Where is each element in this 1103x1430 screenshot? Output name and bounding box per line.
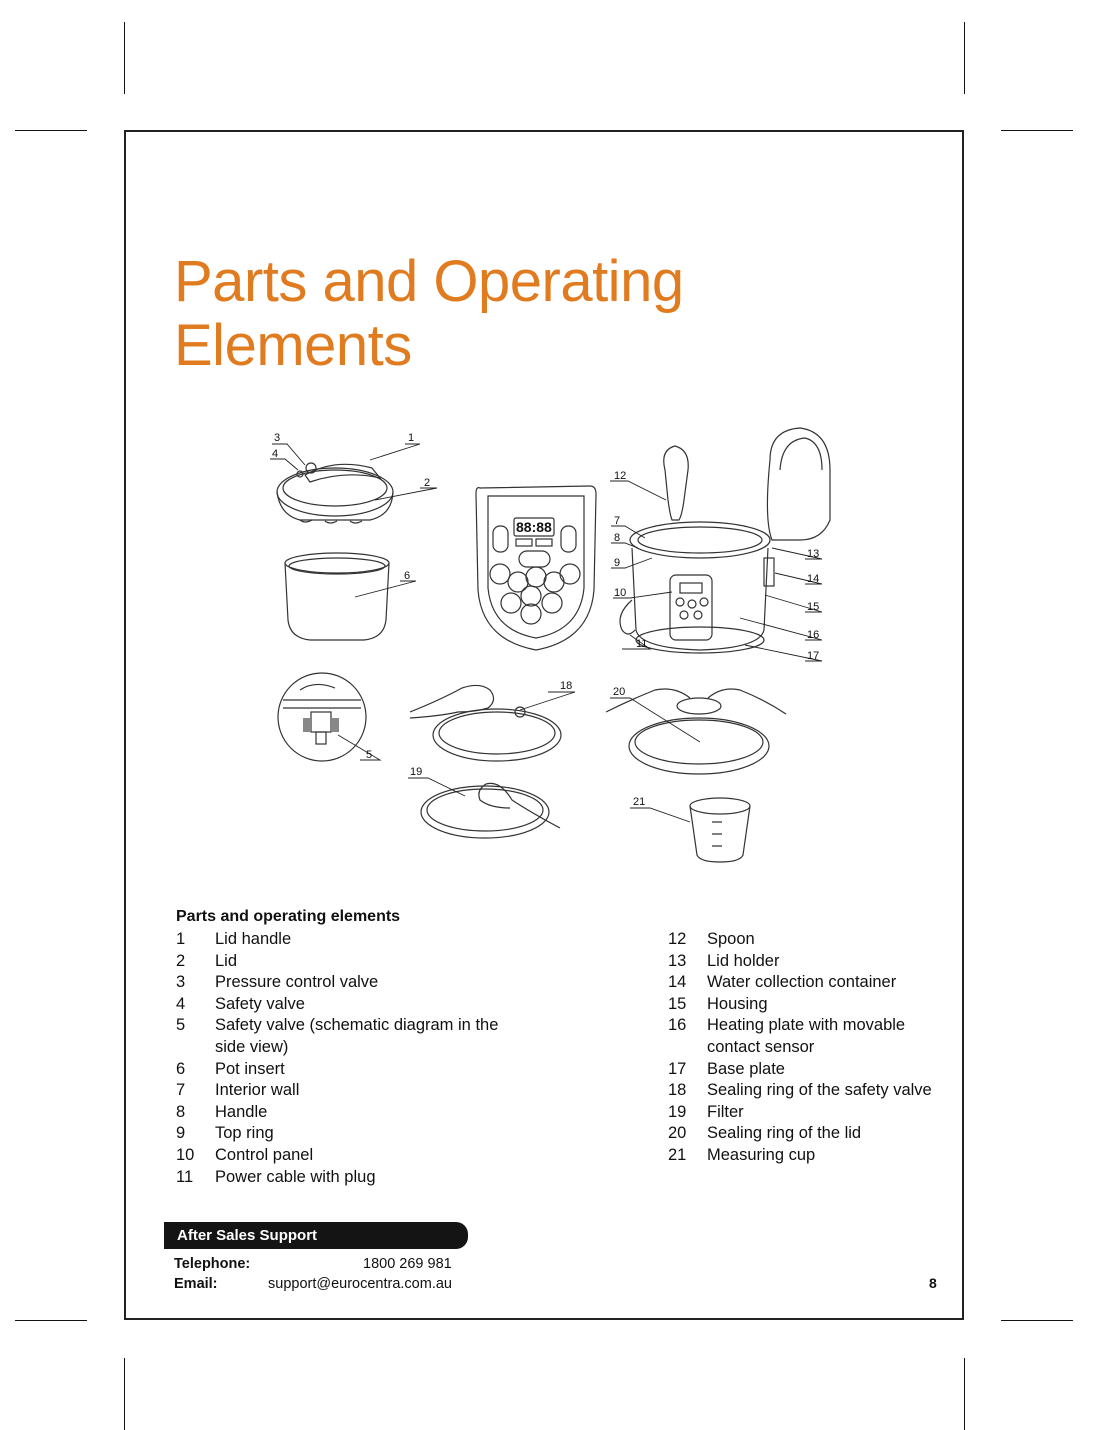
callout-7: 7 <box>614 515 621 527</box>
item-label: Control panel <box>215 1145 314 1164</box>
list-item <box>176 1145 536 1167</box>
list-item <box>668 1123 968 1145</box>
item-label: Safety valve <box>215 994 305 1013</box>
crop-mark <box>1001 1320 1073 1321</box>
item-label: Pot insert <box>215 1059 285 1078</box>
crop-mark <box>964 1358 965 1430</box>
item-number: 15 <box>668 994 687 1013</box>
item-label: Lid holder <box>707 951 780 970</box>
callout-18: 18 <box>560 680 573 692</box>
item-number: 8 <box>176 1102 186 1121</box>
item-number: 17 <box>668 1059 687 1078</box>
list-item <box>176 1015 536 1058</box>
item-label: Filter <box>707 1102 744 1121</box>
list-item <box>668 929 968 951</box>
list-item <box>176 1059 536 1081</box>
item-label: Top ring <box>215 1124 274 1143</box>
list-item <box>668 951 968 973</box>
callout-6: 6 <box>404 570 411 582</box>
crop-mark <box>964 22 965 94</box>
item-number: 12 <box>668 930 687 948</box>
item-number: 18 <box>668 1081 687 1100</box>
list-item <box>668 1059 968 1081</box>
crop-mark <box>1001 130 1073 131</box>
item-label: Measuring cup <box>707 1145 816 1164</box>
item-number: 16 <box>668 1016 687 1035</box>
item-number: 10 <box>176 1145 195 1164</box>
telephone-label: Telephone: <box>174 1256 251 1272</box>
parts-list-left <box>176 929 536 1188</box>
list-item <box>668 1080 968 1102</box>
item-label: Lid <box>215 951 238 970</box>
telephone-value: 1800 269 981 <box>363 1256 452 1272</box>
item-number: 7 <box>176 1081 186 1100</box>
list-item <box>176 951 536 973</box>
callout-2: 2 <box>424 477 431 489</box>
callout-3: 3 <box>274 432 281 444</box>
callout-11: 11 <box>636 638 648 650</box>
item-label: Handle <box>215 1102 268 1121</box>
item-label: Interior wall <box>215 1081 300 1100</box>
item-number: 20 <box>668 1124 687 1143</box>
page-title-line-2: Elements <box>174 313 412 378</box>
item-number: 11 <box>176 1167 194 1186</box>
callout-17: 17 <box>807 650 820 662</box>
crop-mark <box>124 1358 125 1430</box>
item-label: Housing <box>707 994 768 1013</box>
crop-mark <box>15 130 87 131</box>
list-item <box>668 994 968 1016</box>
item-number: 19 <box>668 1102 687 1121</box>
list-item <box>176 1080 536 1102</box>
parts-list-right <box>668 929 968 1167</box>
callout-1: 1 <box>408 432 415 444</box>
item-number: 3 <box>176 973 186 992</box>
email-value: support@eurocentra.com.au <box>268 1276 452 1292</box>
callout-13: 13 <box>807 548 820 560</box>
item-number: 5 <box>176 1016 186 1035</box>
item-label: Water collection container <box>707 973 897 992</box>
callout-4: 4 <box>272 448 279 460</box>
item-number: 13 <box>668 951 687 970</box>
callout-20: 20 <box>613 686 626 698</box>
list-item <box>668 1102 968 1124</box>
callout-8: 8 <box>614 532 621 544</box>
callout-15: 15 <box>807 601 820 613</box>
callout-21: 21 <box>633 796 646 808</box>
item-label: Power cable with plug <box>215 1167 376 1186</box>
item-number: 6 <box>176 1059 186 1078</box>
page-title <box>174 250 684 378</box>
item-label: Spoon <box>707 930 755 948</box>
email-label: Email: <box>174 1276 218 1292</box>
item-number: 1 <box>176 930 186 948</box>
callout-19: 19 <box>410 766 423 778</box>
callout-10: 10 <box>614 587 627 599</box>
list-item <box>176 1167 536 1189</box>
item-label: Lid handle <box>215 930 292 948</box>
crop-mark <box>15 1320 87 1321</box>
list-item <box>176 1102 536 1124</box>
callout-16: 16 <box>807 629 820 641</box>
page-title-line-1: Parts and Operating <box>174 249 684 314</box>
item-label: Safety valve (schematic diagram in the side view) <box>215 1016 499 1056</box>
after-sales-support-bar: After Sales Support <box>164 1222 468 1249</box>
item-number: 2 <box>176 951 186 970</box>
list-item <box>668 1145 968 1167</box>
item-label: Base plate <box>707 1059 785 1078</box>
item-label: Pressure control valve <box>215 973 379 992</box>
list-item <box>176 994 536 1016</box>
item-label: Sealing ring of the lid <box>707 1124 862 1143</box>
item-label: Heating plate with movable contact sensor <box>707 1016 906 1056</box>
list-item <box>176 1123 536 1145</box>
item-number: 9 <box>176 1124 186 1143</box>
crop-mark <box>124 22 125 94</box>
display-readout: 88:88 <box>516 519 552 535</box>
callout-5: 5 <box>366 749 373 761</box>
list-item <box>176 972 536 994</box>
item-number: 4 <box>176 994 186 1013</box>
callout-12: 12 <box>614 470 627 482</box>
page-number: 8 <box>929 1275 937 1291</box>
parts-heading: Parts and operating elements <box>176 908 401 925</box>
callout-9: 9 <box>614 557 621 569</box>
item-label: Sealing ring of the safety valve <box>707 1081 932 1100</box>
item-number: 21 <box>668 1145 687 1164</box>
item-number: 14 <box>668 973 687 992</box>
list-item <box>668 972 968 994</box>
list-item <box>176 929 536 951</box>
list-item <box>668 1015 968 1058</box>
callout-14: 14 <box>807 573 820 585</box>
